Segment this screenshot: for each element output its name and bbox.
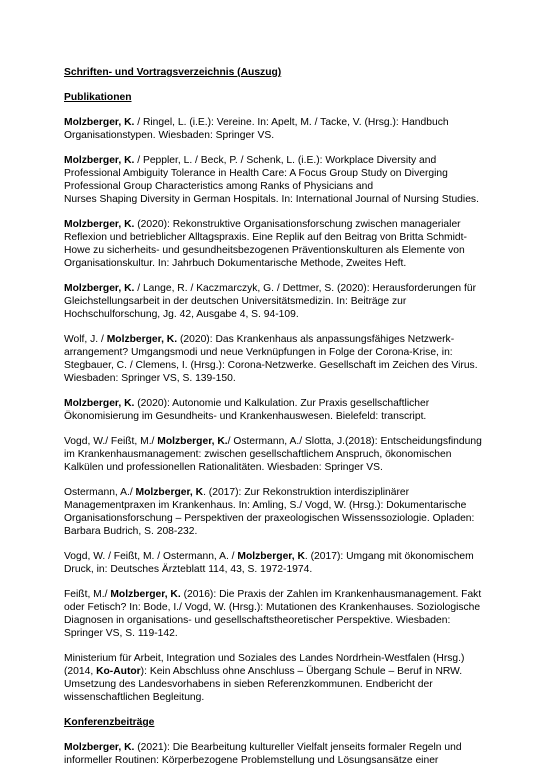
entry-line xyxy=(64,116,484,129)
entry-text: / Peppler, L. / Beck, P. / Schenk, L. (i.E.): Workplace Diversity and xyxy=(134,155,437,166)
entry-line xyxy=(64,372,484,385)
entry-line xyxy=(64,180,484,193)
entry-text: (2014, xyxy=(64,666,97,677)
entry-line xyxy=(64,563,484,576)
entry-text: Diagnosen in organisations- und gesellschaftstheoretischer Perspektive. Wiesbaden: xyxy=(64,615,451,626)
author-name-bold: Molzberger, K xyxy=(135,487,204,498)
entry-text: im Krankenhausmanagement: zwischen gesellschaftlichem Anspruch, ökonomischen xyxy=(64,449,452,460)
publication-entry xyxy=(64,282,484,321)
author-name-bold: Molzberger, K. xyxy=(110,589,181,600)
document-title: Schriften- und Vortragsverzeichnis (Auszug) xyxy=(64,67,282,78)
author-name-bold: Molzberger, K. xyxy=(106,334,178,345)
entry-line xyxy=(64,129,484,142)
entry-line xyxy=(64,359,484,372)
entry-text: Stegbauer, C. / Clemens, I. (Hrsg.): Corona-Netzwerke. Gesellschaft im Zeichen des Virus. xyxy=(64,360,478,371)
entry-line xyxy=(64,601,484,614)
document-page xyxy=(64,66,484,779)
entry-line xyxy=(64,308,484,321)
entry-text: Professional Group Characteristics among Ranks of Physicians and xyxy=(64,181,374,192)
author-name-bold: Ko-Autor xyxy=(96,666,141,677)
entry-text: Springer VS, S. 119-142. xyxy=(64,628,178,639)
entry-line xyxy=(64,244,484,257)
entry-text: Howe zu sicherheits- und gesundheitsbezogenen Präventionskulturen als Elemente von xyxy=(64,245,465,256)
entry-line xyxy=(64,525,484,538)
entry-line xyxy=(64,154,484,167)
entry-line xyxy=(64,257,484,270)
entry-line xyxy=(64,652,484,665)
author-name-bold: Molzberger, K. xyxy=(64,283,135,294)
author-name-bold: Molzberger, K. xyxy=(64,155,135,166)
entry-text: wissenschaftlichen Begleitung. xyxy=(64,692,205,703)
entry-line xyxy=(64,665,484,678)
entry-line xyxy=(64,614,484,627)
entry-text: Gleichstellungsarbeit in der deutschen Universitätsmedizin. In: Beiträge zur xyxy=(64,296,407,307)
entry-line xyxy=(64,691,484,704)
entry-line xyxy=(64,218,484,231)
entry-text: (2020): Das Krankenhaus als anpassungsfähiges Netzwerk- xyxy=(177,334,455,345)
publication-entry xyxy=(64,397,484,423)
entry-line xyxy=(64,741,484,754)
entry-text: Hochschulforschung, Jg. 42, Ausgabe 4, S. 94-109. xyxy=(64,309,299,320)
entry-line xyxy=(64,512,484,525)
entry-line xyxy=(64,678,484,691)
author-name-bold: Molzberger, K. xyxy=(64,398,135,409)
entry-text: Ministerium für Arbeit, Integration und Soziales des Landes Nordrhein-Westfalen (Hrsg.) xyxy=(64,653,465,664)
entry-line xyxy=(64,754,484,767)
publication-entry xyxy=(64,116,484,142)
publication-entry xyxy=(64,154,484,206)
publication-entry xyxy=(64,218,484,270)
entry-text: (2020): Autonomie und Kalkulation. Zur Praxis gesellschaftlicher xyxy=(134,398,430,409)
entry-text: Ostermann, A./ xyxy=(64,487,136,498)
entry-text: Druck, in: Deutsches Ärzteblatt 114, 43, S. 1972-1974. xyxy=(64,564,313,575)
entry-text: oder Fetisch? In: Bode, I./ Vogd, W. (Hrsg.): Mutationen des Krankenhauses. Soziologische xyxy=(64,602,481,613)
entry-text: Professional Ambiguity Tolerance in Health Care: A Focus Group Study on Diverging xyxy=(64,168,448,179)
entry-text: . (2017): Zur Rekonstruktion interdisziplinärer xyxy=(203,487,410,498)
entry-line xyxy=(64,193,484,206)
entry-text: / Ringel, L. (i.E.): Vereine. In: Apelt, M. / Tacke, V. (Hrsg.): Handbuch xyxy=(134,117,449,128)
entry-text: Ökonomisierung im Gesundheits- und Krankenhauswesen. Bielefeld: transcript. xyxy=(64,411,427,422)
entry-text: Feißt, M./ xyxy=(64,589,111,600)
entry-line xyxy=(64,333,484,346)
entry-text: . (2017): Umgang mit ökonomischem xyxy=(304,551,474,562)
publication-entry xyxy=(64,652,484,704)
entry-line xyxy=(64,167,484,180)
entry-line xyxy=(64,295,484,308)
entry-line xyxy=(64,499,484,512)
document-sections xyxy=(64,91,484,767)
entry-text: / Lange, R. / Kaczmarczyk, G. / Dettmer, S. (2020): Herausforderungen für xyxy=(134,283,477,294)
entry-text: Barbara Budrich, S. 208-232. xyxy=(64,526,198,537)
entry-line xyxy=(64,346,484,359)
publication-entry xyxy=(64,588,484,640)
publication-entry xyxy=(64,550,484,576)
entry-text: Vogd, W. / Feißt, M. / Ostermann, A. / xyxy=(64,551,238,562)
section-heading: Publikationen xyxy=(64,92,132,103)
entry-line xyxy=(64,461,484,474)
author-name-bold: Molzberger, K xyxy=(237,551,305,562)
entry-text: (2016): Die Praxis der Zahlen im Krankenhausmanagement. Fakt xyxy=(180,589,482,600)
entry-text: Organisationstypen. Wiesbaden: Springer VS. xyxy=(64,130,275,141)
entry-line xyxy=(64,397,484,410)
author-name-bold: Molzberger, K. xyxy=(64,117,135,128)
section-heading: Konferenzbeiträge xyxy=(64,717,155,728)
entry-text: Kalkülen und professionellen Rationalitäten. Wiesbaden: Springer VS. xyxy=(64,462,383,473)
entry-text: Organisationskultur. In: Jahrbuch Dokumentarische Methode, Zweites Heft. xyxy=(64,258,407,269)
publication-entry xyxy=(64,333,484,385)
publication-entry xyxy=(64,435,484,474)
entry-line xyxy=(64,550,484,563)
entry-line xyxy=(64,448,484,461)
entry-text: Managementpraxen im Krankenhaus. In: Amling, S./ Vogd, W. (Hrsg.): Dokumentarische xyxy=(64,500,467,511)
entry-text: Umsetzung des Landesvorhabens in sieben Referenzkommunen. Endbericht der xyxy=(64,679,433,690)
author-name-bold: Molzberger, K. xyxy=(64,742,135,753)
entry-text: ): Kein Abschluss ohne Anschluss – Übergang Schule – Beruf in NRW. xyxy=(140,666,463,677)
entry-line xyxy=(64,231,484,244)
entry-text: (2020): Rekonstruktive Organisationsforschung zwischen managerialer xyxy=(134,219,461,230)
entry-text: arrangement? Umgangsmodi und neue Verknüpfungen in Folge der Corona-Krise, in: xyxy=(64,347,453,358)
entry-line xyxy=(64,588,484,601)
publication-entry xyxy=(64,486,484,538)
entry-text: (2021): Die Bearbeitung kultureller Vielfalt jenseits formaler Regeln und xyxy=(134,742,462,753)
entry-text: / Ostermann, A./ Slotta, J.(2018): Entscheidungsfindung xyxy=(227,436,482,447)
entry-text: informeller Routinen: Körperbezogene Problemstellung und Lösungsansätze einer xyxy=(64,755,439,766)
entry-line xyxy=(64,486,484,499)
entry-line xyxy=(64,282,484,295)
entry-text: Reflexion und betrieblicher Alltagspraxis. Eine Replik auf den Beitrag von Britta Schmidt- xyxy=(64,232,467,243)
publication-entry xyxy=(64,741,484,767)
entry-text: Wiesbaden: Springer VS, S. 139-150. xyxy=(64,373,236,384)
entry-text: Wolf, J. / xyxy=(64,334,107,345)
author-name-bold: Molzberger, K. xyxy=(157,436,228,447)
entry-text: Organisationsforschung – Perspektiven der praxeologischen Wissenssoziologie. Opladen: xyxy=(64,513,475,524)
entry-line xyxy=(64,410,484,423)
entry-text: Nurses Shaping Diversity in German Hospitals. In: International Journal of Nursing Studies. xyxy=(64,194,479,205)
author-name-bold: Molzberger, K. xyxy=(64,219,135,230)
entry-line xyxy=(64,627,484,640)
entry-text: Vogd, W./ Feißt, M./ xyxy=(64,436,158,447)
entry-line xyxy=(64,435,484,448)
